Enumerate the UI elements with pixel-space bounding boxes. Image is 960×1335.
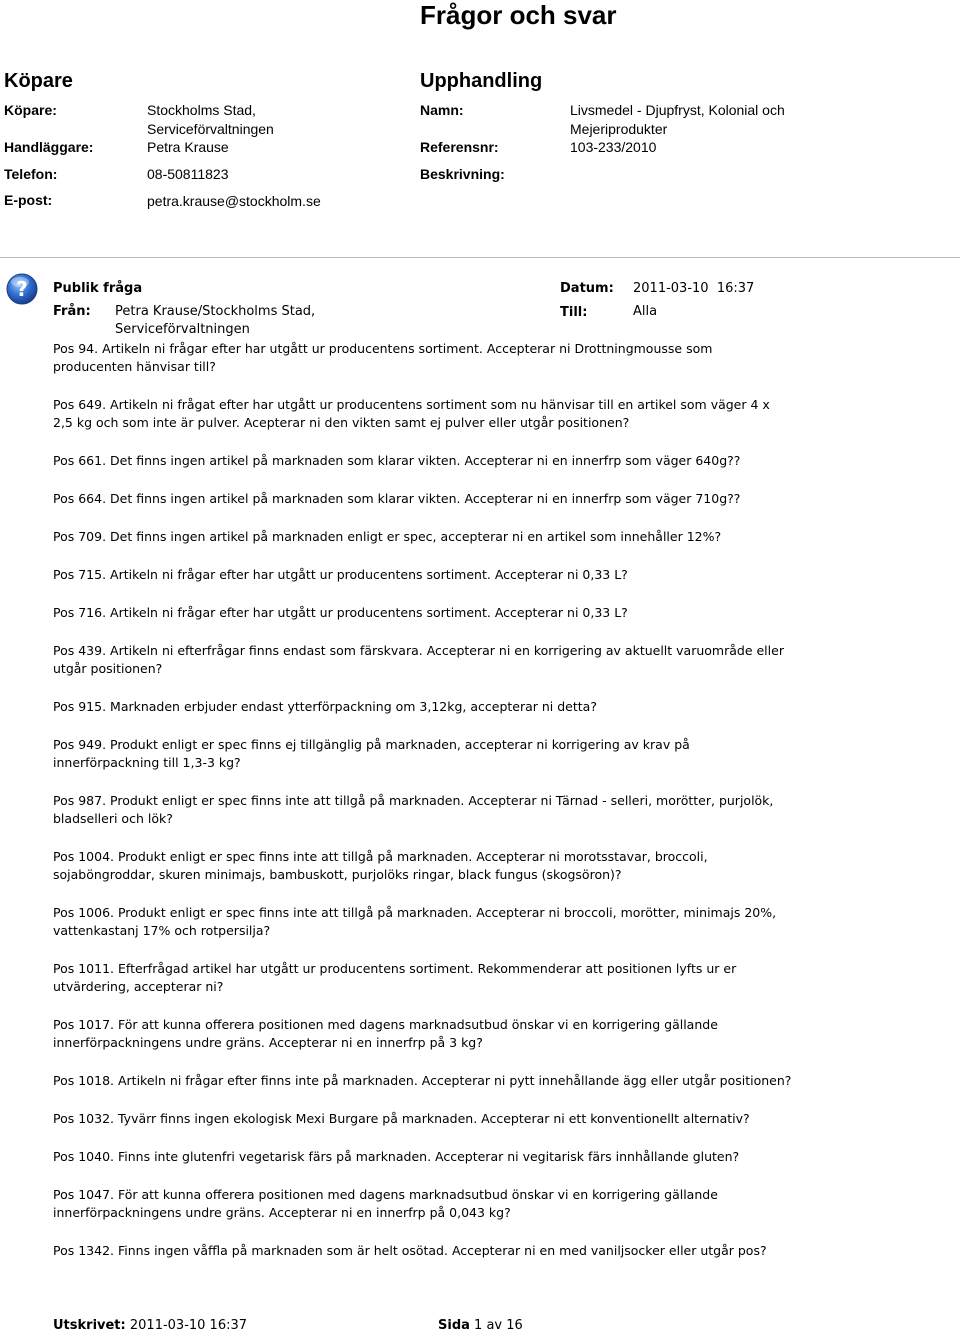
section-divider [0,257,960,258]
question-paragraph: Pos 709. Det finns ingen artikel på marknaden enligt er spec, accepterar ni en artikel som innehåller 12%? [53,529,722,544]
question-paragraph: Pos 1017. För att kunna offerera positionen med dagens marknadsutbud önskar vi en korrigering gällande innerförpackningens undre gräns. Accepterar ni en innerfrp på 3 kg? [53,1017,718,1050]
page-label: Sida [438,1318,470,1333]
email-label: E-post: [4,192,53,208]
question-type: Publik fråga [53,281,143,296]
svg-text:?: ? [16,277,28,301]
from-value-line1: Petra Krause/Stockholms Stad, [115,304,316,319]
reference-value: 103-233/2010 [570,139,657,155]
printed-value: 2011-03-10 16:37 [129,1318,248,1333]
from-label: Från: [53,304,91,319]
question-paragraph: Pos 439. Artikeln ni efterfrågar finns endast som färskvara. Accepterar ni en korrigering av aktuellt varuområde eller utgår positionen? [53,643,784,676]
question-paragraph: Pos 1047. För att kunna offerera positionen med dagens marknadsutbud önskar vi en korrigering gällande innerförpackningens undre gräns. Accepterar ni en innerfrp på 0,043 kg? [53,1187,718,1220]
page-indicator [438,1318,523,1333]
question-paragraph: Pos 1032. Tyvärr finns ingen ekologisk Mexi Burgare på marknaden. Accepterar ni ett konventionellt alternativ? [53,1111,750,1126]
page-of: av [486,1318,503,1333]
buyer-heading: Köpare [4,70,73,92]
page-total: 16 [506,1318,523,1333]
phone-label: Telefon: [4,166,58,182]
question-paragraph: Pos 987. Produkt enligt er spec finns inte att tillgå på marknaden. Accepterar ni Tärnad - selleri, morötter, purjolök, bladselleri och lök? [53,793,774,826]
question-paragraph: Pos 94. Artikeln ni frågar efter har utgått ur producentens sortiment. Accepterar ni Drottningmousse som producenten hänvisar till? [53,341,713,374]
from-value-line2: Serviceförvaltningen [115,322,250,337]
to-label: Till: [560,305,588,320]
question-paragraph: Pos 716. Artikeln ni frågar efter har utgått ur producentens sortiment. Accepterar ni 0,33 L? [53,605,628,620]
question-paragraph: Pos 949. Produkt enligt er spec finns ej tillgänglig på marknaden, accepterar ni korrigering av krav på innerförpackning till 1,3-3 kg? [53,737,690,770]
question-paragraph: Pos 1040. Finns inte glutenfri vegetarisk färs på marknaden. Accepterar ni vegitarisk färs innhållande gluten? [53,1149,740,1164]
handler-label: Handläggare: [4,139,94,155]
name-label: Namn: [420,102,464,118]
date-label: Datum: [560,281,614,296]
page-title: Frågor och svar [420,0,617,30]
question-paragraph: Pos 915. Marknaden erbjuder endast ytterförpackning om 3,12kg, accepterar ni detta? [53,699,597,714]
question-paragraph: Pos 1006. Produkt enligt er spec finns inte att tillgå på marknaden. Accepterar ni broccoli, morötter, minimajs 20%, vattenkastanj 17% och rotpersilja? [53,905,777,938]
phone-value: 08-50811823 [147,166,229,182]
email-value[interactable]: petra.krause@stockholm.se [147,193,321,209]
description-label: Beskrivning: [420,166,505,182]
question-mark-icon [6,273,38,305]
procurement-heading: Upphandling [420,70,543,92]
question-paragraph: Pos 649. Artikeln ni frågat efter har utgått ur producentens sortiment som nu hänvisar till en artikel som väger 4 x 2,5 kg och som inte är pulver. Acepterar ni den vikten samt ej pulver eller utgår positionen? [53,397,770,430]
buyer-value-line2: Serviceförvaltningen [147,121,274,137]
question-paragraph: Pos 661. Det finns ingen artikel på marknaden som klarar vikten. Accepterar ni en innerfrp som väger 640g?? [53,453,741,468]
buyer-value-line1: Stockholms Stad, [147,102,256,118]
question-body [53,340,793,1280]
question-paragraph: Pos 1004. Produkt enligt er spec finns inte att tillgå på marknaden. Accepterar ni morotsstavar, broccoli, sojaböngroddar, skuren minimajs, bambuskott, purjolöks ringar, black fungus (skogsöron)? [53,849,708,882]
question-paragraph: Pos 1011. Efterfrågad artikel har utgått ur producentens sortiment. Rekommenderar att positionen lyfts ur er utvärdering, accepterar ni? [53,961,737,994]
question-paragraph: Pos 664. Det finns ingen artikel på marknaden som klarar vikten. Accepterar ni en innerfrp som väger 710g?? [53,491,741,506]
question-paragraph: Pos 1342. Finns ingen våffla på marknaden som är helt osötad. Accepterar ni en med vaniljsocker eller utgår pos? [53,1243,767,1258]
page-current: 1 [474,1318,483,1333]
handler-value: Petra Krause [147,139,229,155]
date-value: 2011-03-10 16:37 [633,281,755,296]
printed-label: Utskrivet: [53,1318,126,1333]
name-value-line1: Livsmedel - Djupfryst, Kolonial och [570,102,785,118]
question-paragraph: Pos 715. Artikeln ni frågar efter har utgått ur producentens sortiment. Accepterar ni 0,33 L? [53,567,628,582]
reference-label: Referensnr: [420,139,499,155]
printed-info [53,1318,247,1333]
to-value: Alla [633,304,658,319]
name-value-line2: Mejeriprodukter [570,121,668,137]
question-paragraph: Pos 1018. Artikeln ni frågar efter finns inte på marknaden. Accepterar ni pytt innehållande ägg eller utgår positionen? [53,1073,792,1088]
buyer-label: Köpare: [4,102,57,118]
